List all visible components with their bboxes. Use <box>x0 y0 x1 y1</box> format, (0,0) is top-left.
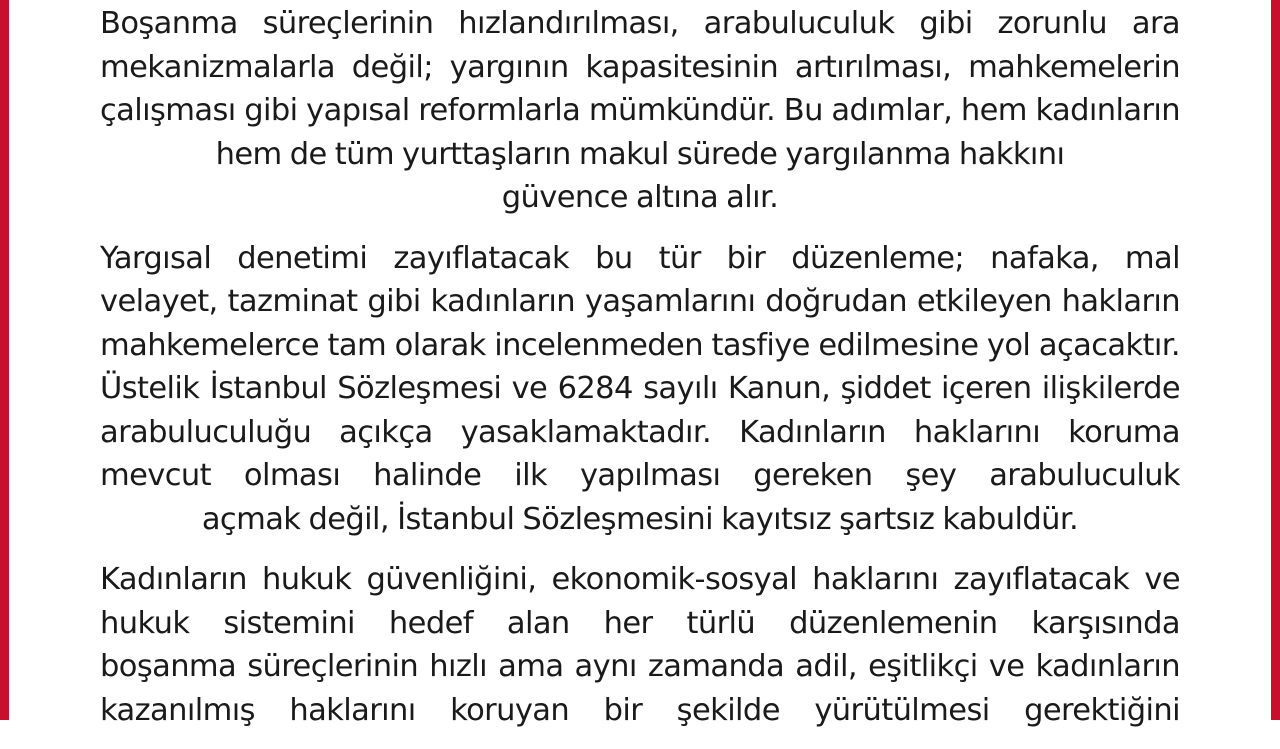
paragraph-line: arabuluculuğu açıkça yasaklamaktadır. Kadınların haklarını koruma <box>100 414 1180 450</box>
paragraph-line: velayet, tazminat gibi kadınların yaşamlarını doğrudan etkileyen hakların <box>100 284 1180 319</box>
paragraph-line: Boşanma süreçlerinin hızlandırılması, arabuluculuk gibi zorunlu ara <box>100 6 1180 41</box>
paragraph-line: mahkemelerce tam olarak incelenmeden tasfiye edilmesine yol açacaktır. <box>100 327 1180 363</box>
paragraph-line: hem de tüm yurttaşların makul sürede yargılanma hakkını <box>215 136 1065 172</box>
paragraph-3 <box>100 558 1180 732</box>
left-red-border <box>0 0 9 720</box>
paragraph-line: mevcut olması halinde ilk yapılması gereken şey arabuluculuk <box>100 458 1180 493</box>
paragraph-2 <box>100 237 1180 542</box>
paragraph-line: kazanılmış haklarını koruyan bir şekilde yürütülmesi gerektiğini <box>100 692 1180 728</box>
paragraph-line: güvence altına alır. <box>501 180 779 215</box>
paragraph-line: Üstelik İstanbul Sözleşmesi ve 6284 sayılı Kanun, şiddet içeren ilişkilerde <box>100 371 1180 406</box>
statement-body <box>100 2 1180 749</box>
paragraph-line: hukuk sistemini hedef alan her türlü düzenlemenin karşısında <box>100 605 1180 641</box>
paragraph-line: Kadınların hukuk güvenliğini, ekonomik-sosyal haklarını zayıflatacak ve <box>100 562 1180 597</box>
paragraph-1 <box>100 2 1180 220</box>
paragraph-line: Yargısal denetimi zayıflatacak bu tür bir düzenleme; nafaka, mal <box>100 240 1180 276</box>
right-red-border <box>1271 0 1280 720</box>
paragraph-line: çalışması gibi yapısal reformlarla mümkündür. Bu adımlar, hem kadınların <box>100 93 1180 128</box>
paragraph-line: açmak değil, İstanbul Sözleşmesini kayıtsız şartsız kabuldür. <box>201 501 1079 537</box>
paragraph-line: mekanizmalarla değil; yargının kapasitesinin artırılması, mahkemelerin <box>100 49 1180 85</box>
paragraph-line: boşanma süreçlerinin hızlı ama aynı zamanda adil, eşitlikçi ve kadınların <box>100 649 1180 684</box>
